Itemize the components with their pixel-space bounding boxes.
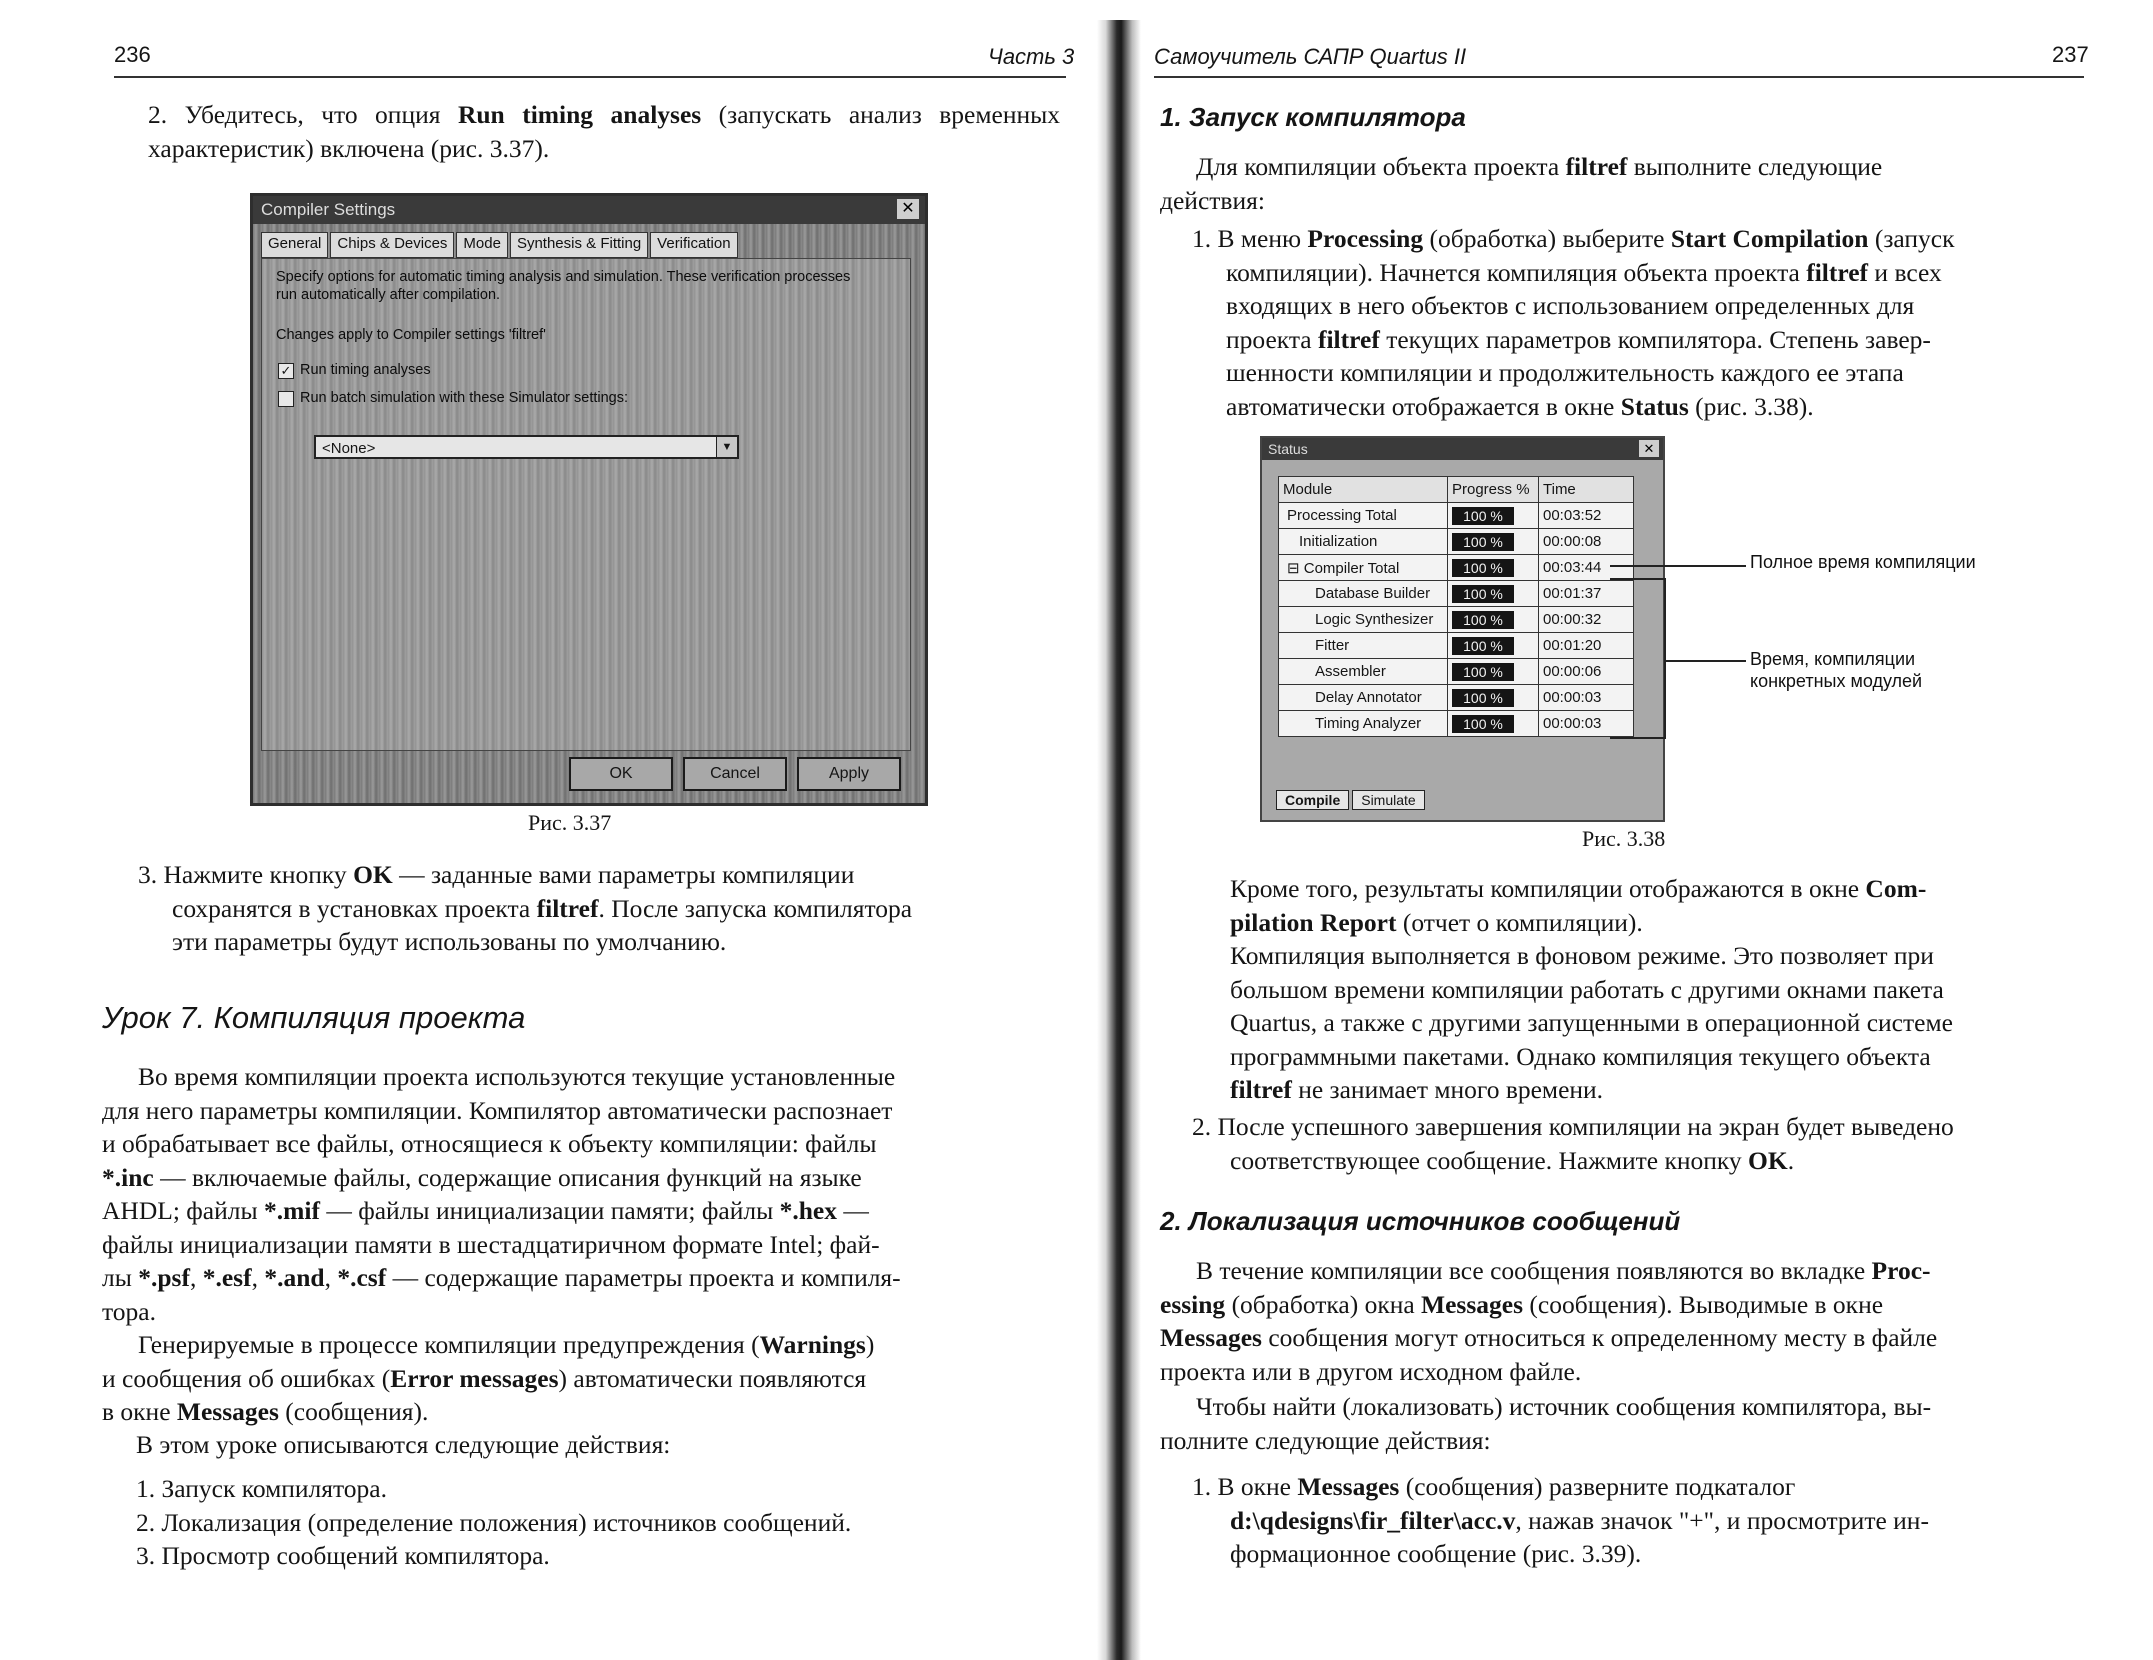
dialog-tabs [261, 232, 740, 258]
table-row: Fitter 100 % 00:01:20 [1279, 633, 1634, 659]
dialog-description-2: run automatically after compilation. [276, 287, 501, 303]
run-batch-sim-checkbox[interactable] [278, 391, 294, 407]
callout-module-times: Время, компиляции конкретных модулей [1750, 649, 1923, 691]
close-icon[interactable]: ✕ [1639, 440, 1659, 457]
tab-general[interactable]: General [261, 232, 328, 258]
changes-note: Changes apply to Compiler settings 'filtref' [276, 327, 546, 343]
header-rule [114, 76, 1066, 78]
progress-bar: 100 % [1452, 533, 1514, 551]
table-row: Initialization 100 % 00:00:08 [1279, 529, 1634, 555]
table-row: Database Builder 100 % 00:01:37 [1279, 581, 1634, 607]
cancel-button[interactable]: Cancel [683, 757, 787, 791]
section-1-title: 1. Запуск компилятора [1160, 102, 1466, 132]
tab-verification[interactable]: Verification [650, 232, 737, 258]
status-table [1278, 476, 1634, 737]
list-item: 3. Просмотр сообщений компилятора. [136, 1541, 550, 1570]
section-2-para-1: В течение компиляции все сообщения появляются во вкладке Proc- essing (обработка) окна Messages (сообщения). Выводимые в окне Messages сообщения могут относиться к определенному месту в файле проекта или в другом исходном файле. [1160, 1256, 1938, 1386]
col-progress: Progress % [1448, 477, 1539, 503]
progress-bar: 100 % [1452, 611, 1514, 629]
progress-bar: 100 % [1452, 689, 1514, 707]
figure-caption: Рис. 3.38 [1582, 826, 1666, 851]
tab-simulate[interactable]: Simulate [1352, 790, 1424, 810]
step-3: 3. Нажмите кнопку OK — заданные вами параметры компиляции сохранятся в установках проекта filtref. После запуска компилятора эти параметры будут использованы по умолчанию. [138, 860, 913, 956]
progress-bar: 100 % [1452, 507, 1514, 525]
callout-bracket-top [1610, 578, 1666, 580]
lesson-para-3: В этом уроке описываются следующие действия: [136, 1430, 671, 1459]
section-1-item-1: 1. В меню Processing (обработка) выберите Start Compilation (запуск компиляции). Начнется компиляция объекта проекта filtref и всех входящих в него объектов с использованием определенных для проекта filtref текущих параметров компилятора. Степень завер- шенности компиляции и продолжительность каждого ее этапа автоматически отображается в окне Status (рис. 3.38). [1192, 224, 1955, 421]
close-icon[interactable]: ✕ [897, 199, 919, 219]
callout-line-total [1610, 565, 1746, 567]
status-title-bar [1262, 438, 1663, 460]
section-2-item-1: 1. В окне Messages (сообщения) разверните подкаталог d:\qdesigns\fir_filter\acc.v, нажав значок "+", и просмотрите ин- формационное сообщение (рис. 3.39). [1192, 1472, 1929, 1568]
lesson-title: Урок 7. Компиляция проекта [102, 1000, 526, 1035]
status-tabs [1276, 790, 1428, 810]
table-row: Logic Synthesizer 100 % 00:00:32 [1279, 607, 1634, 633]
col-module: Module [1279, 477, 1448, 503]
page-number: 237 [2052, 42, 2089, 67]
running-head: Самоучитель САПР Quartus II [1154, 44, 1467, 69]
callout-total-time: Полное время компиляции [1750, 552, 1976, 572]
table-row: Delay Annotator 100 % 00:00:03 [1279, 685, 1634, 711]
table-row: Processing Total 100 % 00:03:52 [1279, 503, 1634, 529]
table-row: Timing Analyzer 100 % 00:00:03 [1279, 711, 1634, 737]
dialog-description-1: Specify options for automatic timing analysis and simulation. These verification processes [276, 269, 851, 285]
list-item: 1. Запуск компилятора. [136, 1474, 387, 1503]
callout-bracket [1664, 578, 1666, 738]
figure-caption: Рис. 3.37 [528, 810, 612, 835]
section-2-para-2: Чтобы найти (локализовать) источник сообщения компилятора, вы- полните следующие действия: [1160, 1392, 1932, 1455]
callout-bracket-bottom [1610, 737, 1666, 739]
header-rule [1154, 76, 2084, 78]
dialog-title: Compiler Settings [261, 200, 396, 219]
dialog-body [261, 258, 911, 751]
table-row: Assembler 100 % 00:00:06 [1279, 659, 1634, 685]
table-header-row [1279, 477, 1634, 503]
tab-compile[interactable]: Compile [1276, 790, 1349, 810]
table-row[interactable]: ⊟ Compiler Total 100 % 00:03:44 [1279, 555, 1634, 581]
page-number: 236 [114, 42, 151, 67]
lesson-para-2: Генерируемые в процессе компиляции предупреждения (Warnings) и сообщения об ошибках (Error messages) автоматически появляются в окне Messages (сообщения). [102, 1330, 875, 1426]
step-2: 2. Убедитесь, что опция Run timing analyses (запускать анализ временных характеристик) включена (рис. 3.37). [148, 100, 1061, 163]
ok-button[interactable]: OK [569, 757, 673, 791]
apply-button[interactable]: Apply [797, 757, 901, 791]
section-1-item-2: 2. После успешного завершения компиляции на экран будет выведено соответствующее сообщение. Нажмите кнопку OK. [1192, 1112, 1954, 1175]
progress-bar: 100 % [1452, 715, 1514, 733]
simulator-settings-select[interactable]: <None> ▼ [314, 435, 739, 459]
lesson-para-1: Во время компиляции проекта используются текущие установленные для него параметры компиляции. Компилятор автоматически распознает и обрабатывает все файлы, относящиеся к объекту компиляции: файлы *.inc — включаемые файлы, содержащие описания функций на языке AHDL; файлы *.mif — файлы инициализации памяти; файлы *.hex — файлы инициализации памяти в шестадцатиричном формате Intel; фай- лы *.psf, *.esf, *.and, *.csf — содержащие параметры проекта и компиля- тора. [102, 1062, 901, 1326]
progress-bar: 100 % [1452, 559, 1514, 577]
status-window [1260, 436, 1665, 822]
section-1-intro: Для компиляции объекта проекта filtref выполните следующие действия: [1160, 152, 1883, 215]
col-time: Time [1539, 477, 1634, 503]
progress-bar: 100 % [1452, 637, 1514, 655]
run-batch-sim-label: Run batch simulation with these Simulator settings: [300, 390, 629, 406]
lesson-steps-list [136, 1472, 1056, 1573]
section-2-title: 2. Локализация источников сообщений [1160, 1206, 1681, 1236]
compilation-report-para: Кроме того, результаты компиляции отображаются в окне Com- pilation Report (отчет о компиляции). Компиляция выполняется в фоновом режиме. Это позволяет при большом времени компиляции работать с другими окнами пакета Quartus, а также с другими запущенными в операционной системе программными пакетами. Однако компиляция текущего объекта filtref не занимает много времени. [1230, 874, 1953, 1104]
run-timing-label: Run timing analyses [300, 362, 431, 378]
dialog-title-bar [253, 196, 925, 224]
compiler-settings-dialog [250, 193, 928, 806]
callout-line-modules [1664, 660, 1746, 662]
chevron-down-icon[interactable]: ▼ [716, 437, 737, 457]
tab-chips-devices[interactable]: Chips & Devices [330, 232, 454, 258]
run-timing-checkbox[interactable]: ✓ [278, 363, 294, 379]
status-title: Status [1268, 441, 1308, 457]
progress-bar: 100 % [1452, 663, 1514, 681]
tab-synthesis-fitting[interactable]: Synthesis & Fitting [510, 232, 648, 258]
tab-mode[interactable]: Mode [456, 232, 508, 258]
progress-bar: 100 % [1452, 585, 1514, 603]
running-head: Часть 3 [988, 44, 1075, 69]
list-item: 2. Локализация (определение положения) источников сообщений. [136, 1507, 852, 1537]
